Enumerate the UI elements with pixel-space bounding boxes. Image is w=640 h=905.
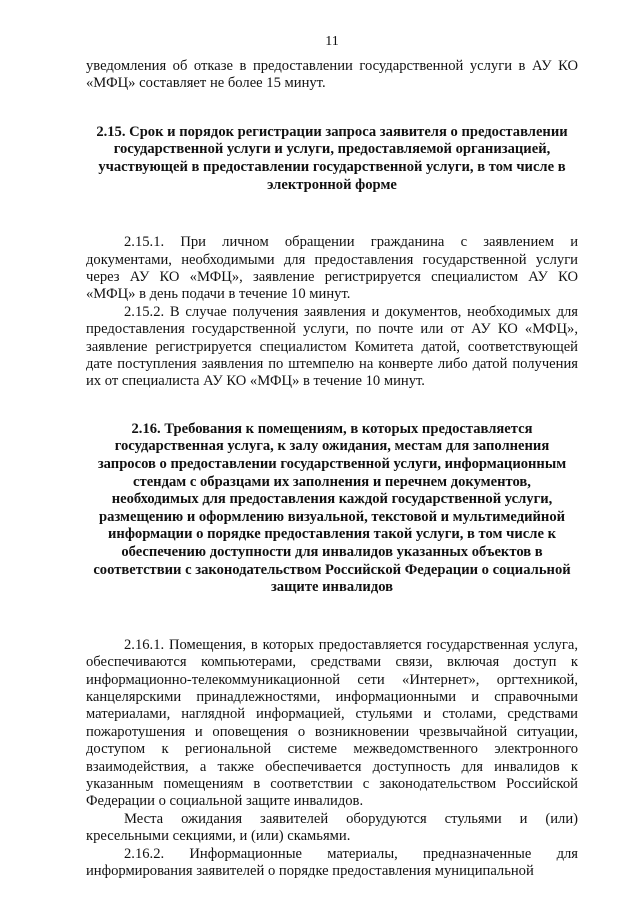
paragraph-2-15-2: 2.15.2. В случае получения заявления и документов, необходимых для предоставления государственной услуги, по почте или от АУ КО «МФЦ», заявление регистрируется специалистом Комитета датой, соответствующей дате поступления заявления по штемпелю на конверте либо датой получения их от специалиста АУ КО «МФЦ» в течение 10 минут. xyxy=(86,303,578,390)
paragraph-waiting-areas: Места ожидания заявителей оборудуются стульями и (или) кресельными секциями, и (или) скамьями. xyxy=(86,810,578,845)
paragraph-2-16-1: 2.16.1. Помещения, в которых предоставляется государственная услуга, обеспечиваются компьютерами, средствами связи, включая доступ к информационно-телекоммуникационной сети «Интернет», оргтехникой, канцелярскими принадлежностями, информационными и справочными материалами, наглядной информацией, стульями и столами, средствами пожаротушения и оповещения о возникновении чрезвычайной ситуации, доступом к региональной системе межведомственного электронного взаимодействия, а также обеспечивается доступность для инвалидов к указанным помещениям в соответствии с законодательством Российской Федерации о социальной защите инвалидов. xyxy=(86,636,578,810)
section-heading-2-15: 2.15. Срок и порядок регистрации запроса заявителя о предоставлении государственной услуги и услуги, предоставляемой организацией, участвующей в предоставлении государственной услуги, в том числе в электронной форме xyxy=(96,123,568,193)
intro-paragraph: уведомления об отказе в предоставлении государственной услуги в АУ КО «МФЦ» составляет не более 15 минут. xyxy=(86,58,578,92)
section-heading-2-16: 2.16. Требования к помещениям, в которых предоставляется государственная услуга, к залу ожидания, местам для заполнения запросов о предоставлении государственной услуги, информационным стендам с образцами их заполнения и перечнем документов, необходимых для предоставления каждой государственной услуги, размещению и оформлению визуальной, текстовой и мультимедийной информации о порядке предоставления такой услуги, в том числе к обеспечению доступности для инвалидов указанных объектов в соответствии с законодательством Российской Федерации о социальной защите инвалидов xyxy=(93,420,571,596)
paragraph-2-16-2: 2.16.2. Информационные материалы, предназначенные для информирования заявителей о порядке предоставления муниципальной xyxy=(86,845,578,880)
page-number: 11 xyxy=(325,34,339,49)
paragraph-2-15-1: 2.15.1. При личном обращении гражданина с заявлением и документами, необходимыми для предоставления государственной услуги через АУ КО «МФЦ», заявление регистрируется специалистом АУ КО «МФЦ» в день подачи в течение 10 минут. xyxy=(86,234,578,303)
